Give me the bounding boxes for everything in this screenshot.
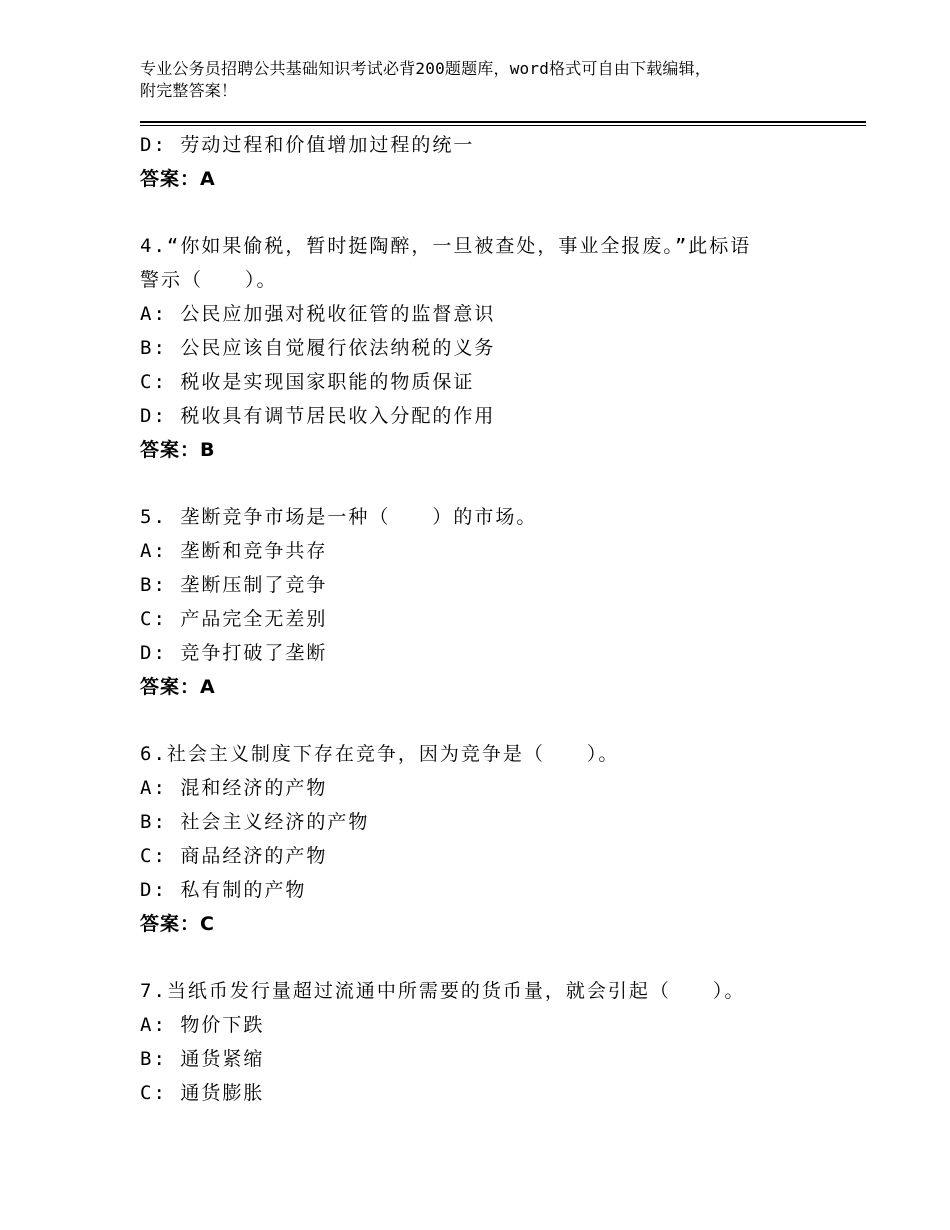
answer-key: 答案：B <box>140 439 216 461</box>
question-stem: 警示（ ）。 <box>140 269 278 291</box>
header-rule-thick <box>140 121 866 123</box>
question-block <box>140 974 860 1110</box>
question-list <box>140 128 860 1110</box>
answer-option: D: 税收具有调节居民收入分配的作用 <box>140 405 496 427</box>
question-stem: 7.当纸币发行量超过流通中所需要的货币量，就会引起（ ）。 <box>140 980 746 1002</box>
answer-option: C: 税收是实现国家职能的物质保证 <box>140 371 475 393</box>
answer-option: C: 通货膨胀 <box>140 1082 265 1104</box>
answer-option: C: 产品完全无差别 <box>140 608 328 630</box>
answer-option: A: 混和经济的产物 <box>140 777 328 799</box>
answer-option: D: 竞争打破了垄断 <box>140 642 328 664</box>
question-stem: 4.“你如果偷税，暂时挺陶醉，一旦被查处，事业全报废。”此标语 <box>140 235 752 257</box>
header-line-2: 附完整答案！ <box>140 81 238 100</box>
page-header <box>140 58 840 102</box>
question-block <box>140 500 860 704</box>
answer-option: C: 商品经济的产物 <box>140 845 328 867</box>
answer-option: D: 劳动过程和价值增加过程的统一 <box>140 134 475 156</box>
question-block <box>140 737 860 941</box>
header-rule-thin <box>140 125 866 126</box>
answer-key: 答案：A <box>140 676 216 698</box>
answer-option: B: 公民应该自觉履行依法纳税的义务 <box>140 337 496 359</box>
question-block <box>140 128 860 196</box>
answer-option: B: 垄断压制了竞争 <box>140 574 328 596</box>
answer-option: A: 物价下跌 <box>140 1014 265 1036</box>
answer-option: A: 公民应加强对税收征管的监督意识 <box>140 303 496 325</box>
question-stem: 6.社会主义制度下存在竞争，因为竞争是（ ）。 <box>140 743 620 765</box>
question-gap <box>140 467 860 500</box>
answer-option: B: 通货紧缩 <box>140 1048 265 1070</box>
question-gap <box>140 704 860 737</box>
question-gap <box>140 196 860 229</box>
answer-option: A: 垄断和竞争共存 <box>140 540 328 562</box>
question-stem: 5. 垄断竞争市场是一种（ ）的市场。 <box>140 506 538 528</box>
answer-key: 答案：A <box>140 168 216 190</box>
question-block <box>140 229 860 467</box>
question-gap <box>140 941 860 974</box>
answer-option: B: 社会主义经济的产物 <box>140 811 370 833</box>
answer-option: D: 私有制的产物 <box>140 879 307 901</box>
header-line-1: 专业公务员招聘公共基础知识考试必背200题题库，word格式可自由下载编辑， <box>140 59 712 78</box>
answer-key: 答案：C <box>140 913 215 935</box>
